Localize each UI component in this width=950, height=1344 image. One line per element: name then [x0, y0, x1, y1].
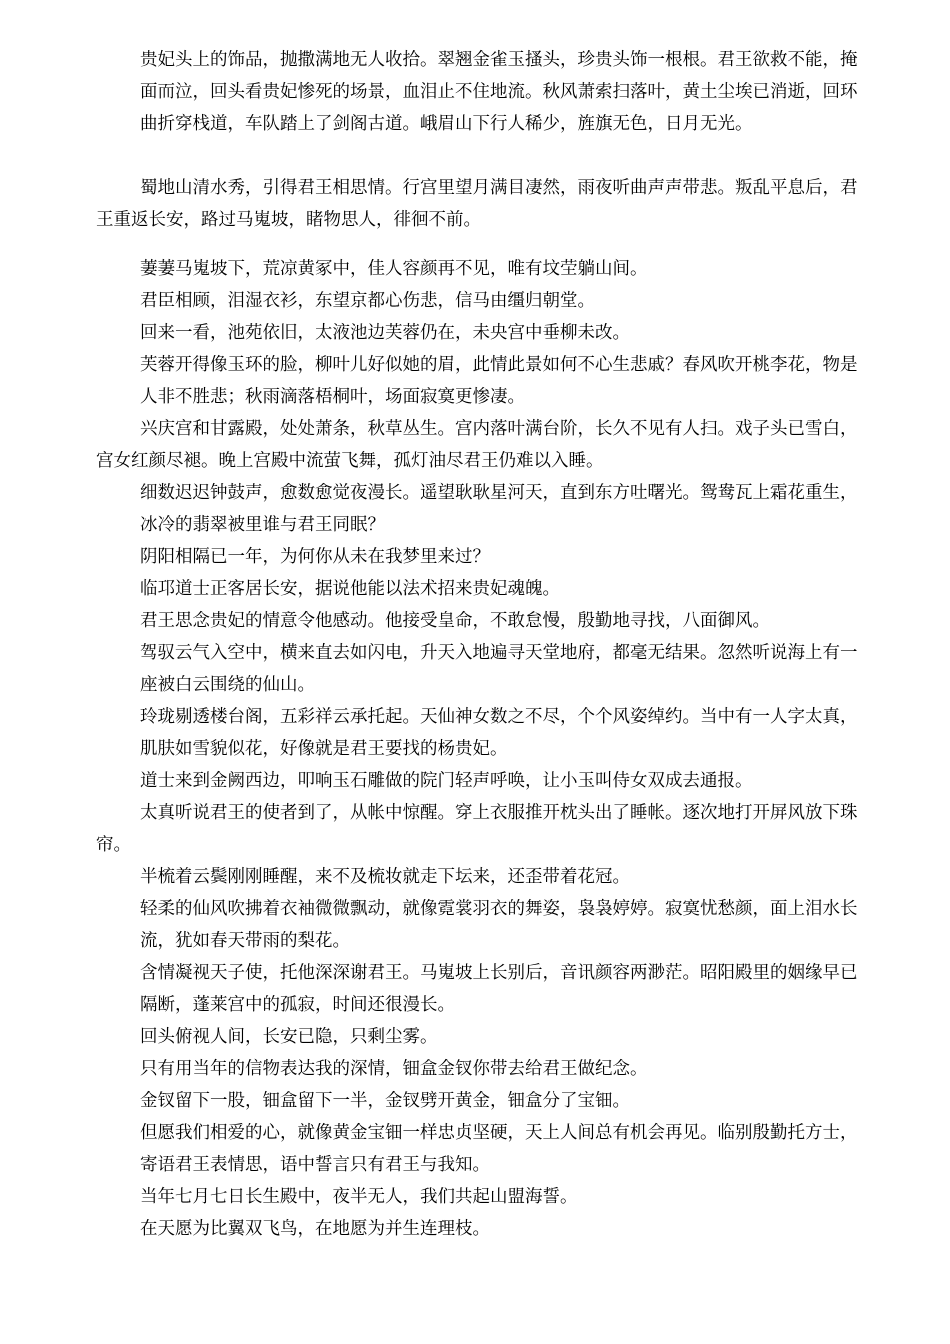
paragraph-19: 回头俯视人间，长安已隐，只剩尘雾。	[140, 1027, 438, 1047]
paragraph-9: 阴阳相隔已一年，为何你从未在我梦里来过？	[140, 547, 490, 567]
paragraph-24: 在天愿为比翼双飞鸟，在地愿为并生连理枝。	[140, 1219, 490, 1239]
paragraph-14: 道士来到金阙西边，叩响玉石雕做的院门轻声呼唤，让小玉叫侍女双成去通报。	[140, 771, 753, 791]
paragraph-5: 回来一看，池苑依旧，太液池边芙蓉仍在，未央宫中垂柳未改。	[140, 323, 630, 343]
paragraph-1: 贵妃头上的饰品，抛撒满地无人收拾。翠翘金雀玉搔头，珍贵头饰一根根。君王欲救不能，掩面而泣，回头看贵妃惨死的场景，血泪止不住地流。秋风萧索扫落叶，黄土尘埃已消逝，回环曲折穿栈道，车队踏上了剑阁古道。峨眉山下行人稀少，旌旗无色，日月无光。	[140, 50, 858, 134]
paragraph-10: 临邛道士正客居长安，据说他能以法术招来贵妃魂魄。	[140, 579, 560, 599]
paragraph-2: 蜀地山清水秀，引得君王相思情。行宫里望月满目凄然，雨夜听曲声声带悲。叛乱平息后，君王重返长安，路过马嵬坡，睹物思人，徘徊不前。	[96, 178, 858, 230]
paragraph-4: 君臣相顾，泪湿衣衫，东望京都心伤悲，信马由缰归朝堂。	[140, 291, 595, 311]
paragraph-15: 太真听说君王的使者到了，从帐中惊醒。穿上衣服推开枕头出了睡帐。逐次地打开屏风放下珠帘。	[96, 803, 858, 855]
paragraph-3: 萋萋马嵬坡下，荒凉黄冢中，佳人容颜再不见，唯有坟茔躺山间。	[140, 259, 648, 279]
paragraph-11: 君王思念贵妃的情意令他感动。他接受皇命，不敢怠慢，殷勤地寻找，八面御风。	[140, 611, 770, 631]
paragraph-16: 半梳着云鬓刚刚睡醒，来不及梳妆就走下坛来，还歪带着花冠。	[140, 867, 630, 887]
paragraph-20: 只有用当年的信物表达我的深情，钿盒金钗你带去给君王做纪念。	[140, 1059, 648, 1079]
paragraph-22: 但愿我们相爱的心，就像黄金宝钿一样忠贞坚硬，天上人间总有机会再见。临别殷勤托方士，寄语君王表情思，语中誓言只有君王与我知。	[140, 1123, 858, 1175]
paragraph-23: 当年七月七日长生殿中，夜半无人，我们共起山盟海誓。	[140, 1187, 578, 1207]
paragraph-8: 细数迟迟钟鼓声，愈数愈觉夜漫长。遥望耿耿星河天，直到东方吐曙光。鸳鸯瓦上霜花重生，冰冷的翡翠被里谁与君王同眠？	[140, 483, 858, 535]
paragraph-18: 含情凝视天子使，托他深深谢君王。马嵬坡上长别后，音讯颜容两渺茫。昭阳殿里的姻缘早已隔断，蓬莱宫中的孤寂，时间还很漫长。	[140, 963, 858, 1015]
paragraph-21: 金钗留下一股，钿盒留下一半，金钗劈开黄金，钿盒分了宝钿。	[140, 1091, 630, 1111]
paragraph-12: 驾驭云气入空中，横来直去如闪电，升天入地遍寻天堂地府，都毫无结果。忽然听说海上有一座被白云围绕的仙山。	[140, 643, 858, 695]
paragraph-6: 芙蓉开得像玉环的脸，柳叶儿好似她的眉，此情此景如何不心生悲戚？春风吹开桃李花，物是人非不胜悲；秋雨滴落梧桐叶，场面寂寞更惨凄。	[140, 355, 858, 407]
paragraph-7: 兴庆宫和甘露殿，处处萧条，秋草丛生。宫内落叶满台阶，长久不见有人扫。戏子头已雪白，宫女红颜尽褪。晚上宫殿中流萤飞舞，孤灯油尽君王仍难以入睡。	[96, 419, 858, 471]
paragraph-17: 轻柔的仙风吹拂着衣袖微微飘动，就像霓裳羽衣的舞姿，袅袅婷婷。寂寞忧愁颜，面上泪水长流，犹如春天带雨的梨花。	[140, 899, 858, 951]
paragraph-13: 玲珑剔透楼台阁，五彩祥云承托起。天仙神女数之不尽，个个风姿绰约。当中有一人字太真，肌肤如雪貌似花，好像就是君王要找的杨贵妃。	[140, 707, 858, 759]
